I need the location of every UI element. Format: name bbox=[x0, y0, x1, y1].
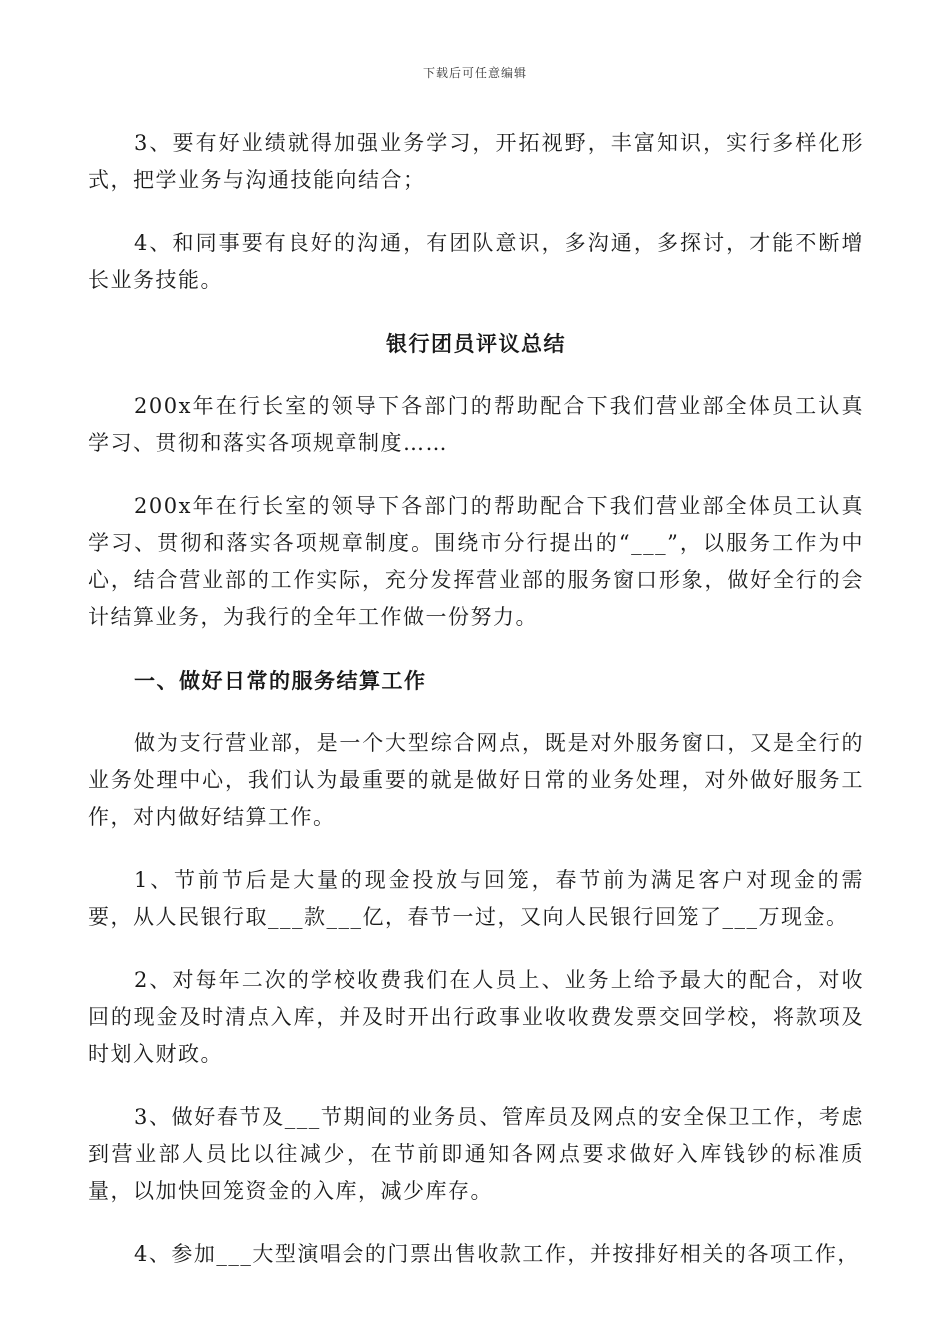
document-title: 银行团员评议总结 bbox=[386, 331, 566, 356]
section-paragraph-2: 2、对每年二次的学校收费我们在人员上、业务上给予最大的配合，对收回的现金及时清点入库，并及时开出行政事业收收费发票交回学校，将款项及时划入财政。 bbox=[88, 968, 864, 1066]
section-paragraph-4: 4、参加___大型演唱会的门票出售收款工作，并按排好相关的各项工作， bbox=[134, 1242, 860, 1266]
paragraph-item-4: 4、和同事要有良好的沟通，有团队意识，多沟通，多探讨，才能不断增长业务技能。 bbox=[88, 231, 864, 292]
document-body bbox=[88, 125, 864, 1299]
section-heading: 一、做好日常的服务结算工作 bbox=[134, 668, 427, 693]
paragraph-item-3: 3、要有好业绩就得加强业务学习，开拓视野，丰富知识，实行多样化形式，把学业务与沟通技能向结合； bbox=[88, 131, 864, 192]
intro-paragraph-full: 200x年在行长室的领导下各部门的帮助配合下我们营业部全体员工认真学习、贯彻和落实各项规章制度。围绕市分行提出的“___”，以服务工作为中心，结合营业部的工作实际，充分发挥营业部的服务窗口形象，做好全行的会计结算业务，为我行的全年工作做一份努力。 bbox=[88, 494, 864, 629]
section-paragraph-1: 1、节前节后是大量的现金投放与回笼，春节前为满足客户对现金的需要，从人民银行取___款___亿，春节一过，又向人民银行回笼了___万现金。 bbox=[88, 868, 864, 929]
section-paragraph-intro: 做为支行营业部，是一个大型综合网点，既是对外服务窗口，又是全行的业务处理中心，我们认为最重要的就是做好日常的业务处理，对外做好服务工作，对内做好结算工作。 bbox=[88, 731, 864, 829]
section-paragraph-3: 3、做好春节及___节期间的业务员、管库员及网点的安全保卫工作，考虑到营业部人员比以往减少，在节前即通知各网点要求做好入库钱钞的标准质量，以加快回笼资金的入库，减少库存。 bbox=[88, 1105, 864, 1203]
intro-paragraph-summary: 200x年在行长室的领导下各部门的帮助配合下我们营业部全体员工认真学习、贯彻和落实各项规章制度…… bbox=[88, 394, 864, 455]
header-note: 下载后可任意编辑 bbox=[422, 66, 527, 80]
